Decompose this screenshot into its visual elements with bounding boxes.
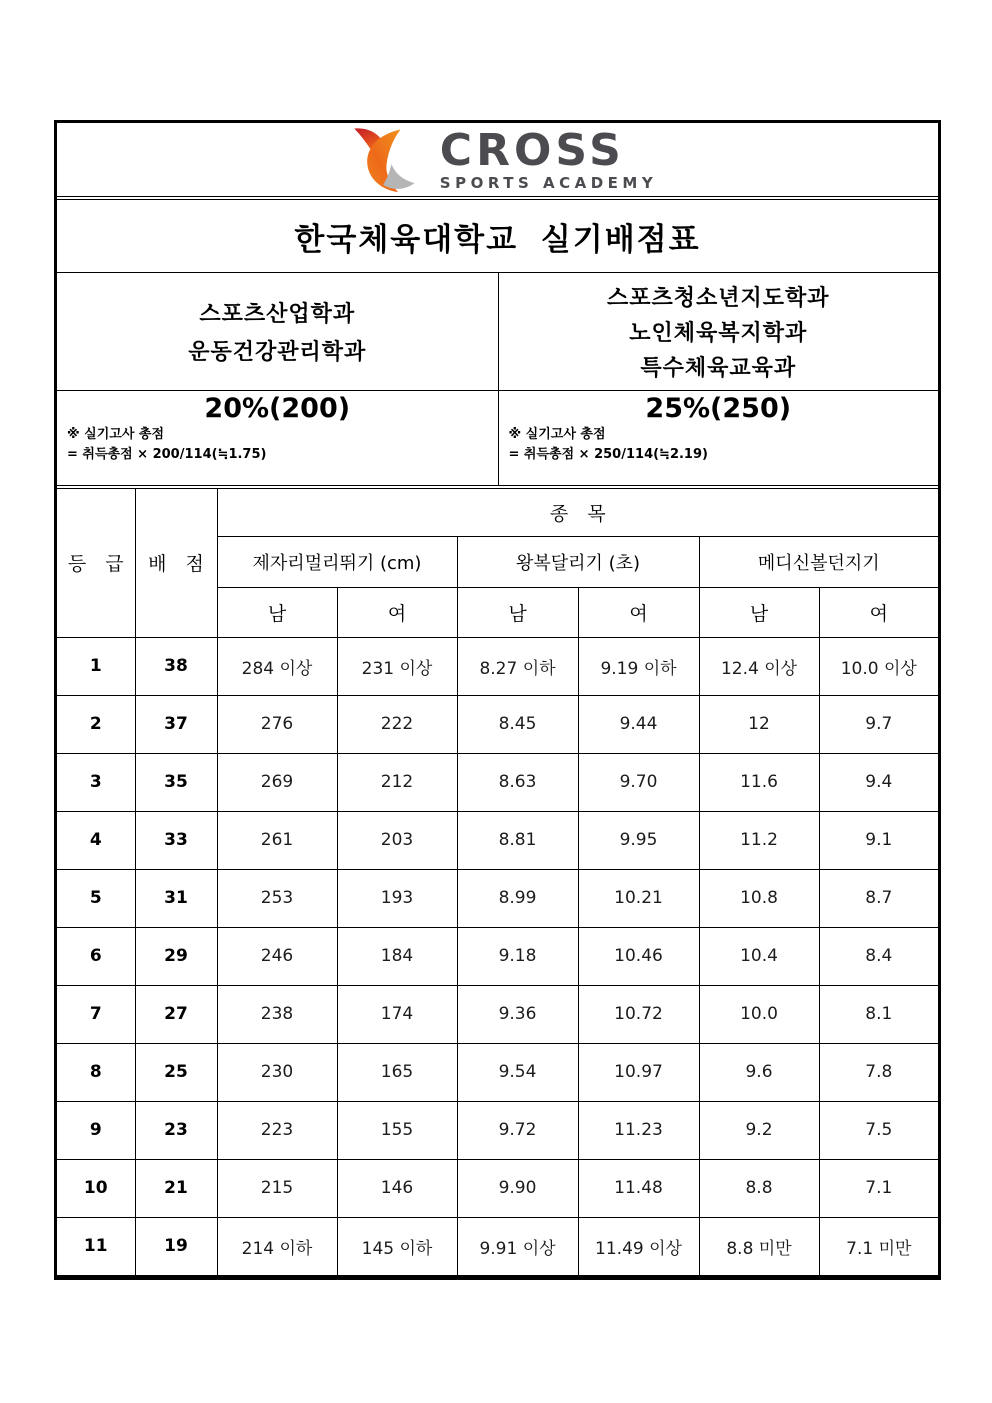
value-cell: 10.0 이상 [819, 637, 938, 695]
value-cell: 223 [217, 1101, 337, 1159]
title-section [57, 200, 938, 273]
grade-cell: 11 [57, 1217, 135, 1275]
weight-note-line: ※ 실기고사 총점 [67, 427, 165, 442]
value-cell: 8.81 [457, 811, 578, 869]
grade-cell: 4 [57, 811, 135, 869]
dept-name: 스포츠산업학과 [199, 302, 356, 327]
weight-note [509, 425, 929, 465]
value-cell: 12.4 이상 [699, 637, 819, 695]
value-cell: 7.1 미만 [819, 1217, 938, 1275]
value-cell: 231 이상 [337, 637, 457, 695]
value-cell: 10.46 [578, 927, 699, 985]
table-row [57, 1217, 938, 1275]
table-row [57, 1101, 938, 1159]
grade-cell: 7 [57, 985, 135, 1043]
value-cell: 9.90 [457, 1159, 578, 1217]
value-cell: 276 [217, 695, 337, 753]
gender-header-female: 여 [578, 587, 699, 637]
table-row [57, 637, 938, 695]
event-header-shuttle-run: 왕복달리기 (초) [457, 536, 699, 587]
table-row [57, 869, 938, 927]
value-cell: 8.27 이하 [457, 637, 578, 695]
grade-cell: 1 [57, 637, 135, 695]
value-cell: 7.1 [819, 1159, 938, 1217]
weight-group-right [498, 391, 939, 485]
table-body [57, 637, 938, 1275]
value-cell: 12 [699, 695, 819, 753]
value-cell: 8.4 [819, 927, 938, 985]
value-cell: 203 [337, 811, 457, 869]
gender-header-female: 여 [337, 587, 457, 637]
weight-value: 20%(200) [204, 393, 351, 424]
points-cell: 29 [135, 927, 217, 985]
value-cell: 9.54 [457, 1043, 578, 1101]
points-cell: 27 [135, 985, 217, 1043]
value-cell: 11.49 이상 [578, 1217, 699, 1275]
value-cell: 11.23 [578, 1101, 699, 1159]
value-cell: 184 [337, 927, 457, 985]
value-cell: 155 [337, 1101, 457, 1159]
value-cell: 11.48 [578, 1159, 699, 1217]
weight-note-line: = 취득총점 × 200/114(≒1.75) [67, 447, 267, 463]
event-header-long-jump: 제자리멀리뛰기 (cm) [217, 536, 457, 587]
value-cell: 10.0 [699, 985, 819, 1043]
value-cell: 9.19 이하 [578, 637, 699, 695]
value-cell: 8.8 [699, 1159, 819, 1217]
value-cell: 9.7 [819, 695, 938, 753]
value-cell: 9.70 [578, 753, 699, 811]
value-cell: 8.63 [457, 753, 578, 811]
weights-section [57, 391, 938, 489]
dept-group-left [57, 273, 498, 390]
points-cell: 31 [135, 869, 217, 927]
value-cell: 9.91 이상 [457, 1217, 578, 1275]
cross-x-logo-icon [338, 127, 430, 193]
dept-name: 노인체육복지학과 [629, 321, 808, 346]
points-cell: 25 [135, 1043, 217, 1101]
value-cell: 284 이상 [217, 637, 337, 695]
value-cell: 212 [337, 753, 457, 811]
grade-cell: 5 [57, 869, 135, 927]
value-cell: 8.1 [819, 985, 938, 1043]
table-row [57, 1043, 938, 1101]
departments-section [57, 273, 938, 391]
event-header-medicine-ball: 메디신볼던지기 [699, 536, 938, 587]
page-title: 한국체육대학교 실기배점표 [294, 221, 701, 258]
value-cell: 10.97 [578, 1043, 699, 1101]
value-cell: 8.8 미만 [699, 1217, 819, 1275]
events-group-header: 종 목 [217, 489, 938, 536]
weight-note [67, 425, 488, 465]
logo-subtitle-text: SPORTS ACADEMY [439, 173, 658, 192]
gender-header-male: 남 [457, 587, 578, 637]
value-cell: 9.2 [699, 1101, 819, 1159]
value-cell: 10.21 [578, 869, 699, 927]
gender-header-male: 남 [217, 587, 337, 637]
value-cell: 8.99 [457, 869, 578, 927]
value-cell: 9.95 [578, 811, 699, 869]
value-cell: 10.4 [699, 927, 819, 985]
value-cell: 253 [217, 869, 337, 927]
value-cell: 246 [217, 927, 337, 985]
gender-header-male: 남 [699, 587, 819, 637]
logo-gray-blade [383, 164, 414, 189]
table-row [57, 985, 938, 1043]
grade-cell: 9 [57, 1101, 135, 1159]
grade-cell: 6 [57, 927, 135, 985]
points-cell: 33 [135, 811, 217, 869]
value-cell: 9.36 [457, 985, 578, 1043]
value-cell: 214 이하 [217, 1217, 337, 1275]
value-cell: 215 [217, 1159, 337, 1217]
logo-text [439, 124, 658, 192]
value-cell: 9.1 [819, 811, 938, 869]
value-cell: 9.44 [578, 695, 699, 753]
value-cell: 269 [217, 753, 337, 811]
value-cell: 193 [337, 869, 457, 927]
weight-group-left [57, 391, 498, 485]
dept-name: 운동건강관리학과 [188, 340, 367, 365]
value-cell: 222 [337, 695, 457, 753]
weight-note-line: ※ 실기고사 총점 [508, 427, 606, 442]
dept-name: 스포츠청소년지도학과 [606, 286, 830, 311]
dept-group-right [498, 273, 939, 390]
logo-header [57, 123, 938, 200]
table-row [57, 695, 938, 753]
weight-value: 25%(250) [645, 393, 792, 424]
table-row [57, 1159, 938, 1217]
value-cell: 11.2 [699, 811, 819, 869]
value-cell: 8.7 [819, 869, 938, 927]
value-cell: 10.8 [699, 869, 819, 927]
points-cell: 19 [135, 1217, 217, 1275]
value-cell: 9.6 [699, 1043, 819, 1101]
points-cell: 35 [135, 753, 217, 811]
value-cell: 230 [217, 1043, 337, 1101]
value-cell: 9.18 [457, 927, 578, 985]
table-row [57, 927, 938, 985]
table-row [57, 753, 938, 811]
points-column-header: 배 점 [135, 489, 217, 637]
gender-header-female: 여 [819, 587, 938, 637]
points-cell: 21 [135, 1159, 217, 1217]
value-cell: 7.5 [819, 1101, 938, 1159]
grade-cell: 2 [57, 695, 135, 753]
grade-column-header: 등 급 [57, 489, 135, 637]
score-sheet [54, 120, 941, 1280]
points-cell: 23 [135, 1101, 217, 1159]
points-cell: 37 [135, 695, 217, 753]
value-cell: 261 [217, 811, 337, 869]
score-table [57, 489, 938, 1275]
value-cell: 10.72 [578, 985, 699, 1043]
weight-note-line: = 취득총점 × 250/114(≒2.19) [508, 447, 708, 463]
cross-logo [338, 124, 658, 193]
grade-cell: 10 [57, 1159, 135, 1217]
value-cell: 9.4 [819, 753, 938, 811]
value-cell: 9.72 [457, 1101, 578, 1159]
logo-brand-text: CROSS [439, 124, 625, 176]
points-cell: 38 [135, 637, 217, 695]
value-cell: 7.8 [819, 1043, 938, 1101]
dept-name: 특수체육교육과 [640, 356, 797, 381]
value-cell: 238 [217, 985, 337, 1043]
value-cell: 174 [337, 985, 457, 1043]
value-cell: 145 이하 [337, 1217, 457, 1275]
table-row [57, 811, 938, 869]
grade-cell: 8 [57, 1043, 135, 1101]
grade-cell: 3 [57, 753, 135, 811]
value-cell: 8.45 [457, 695, 578, 753]
value-cell: 11.6 [699, 753, 819, 811]
value-cell: 165 [337, 1043, 457, 1101]
value-cell: 146 [337, 1159, 457, 1217]
